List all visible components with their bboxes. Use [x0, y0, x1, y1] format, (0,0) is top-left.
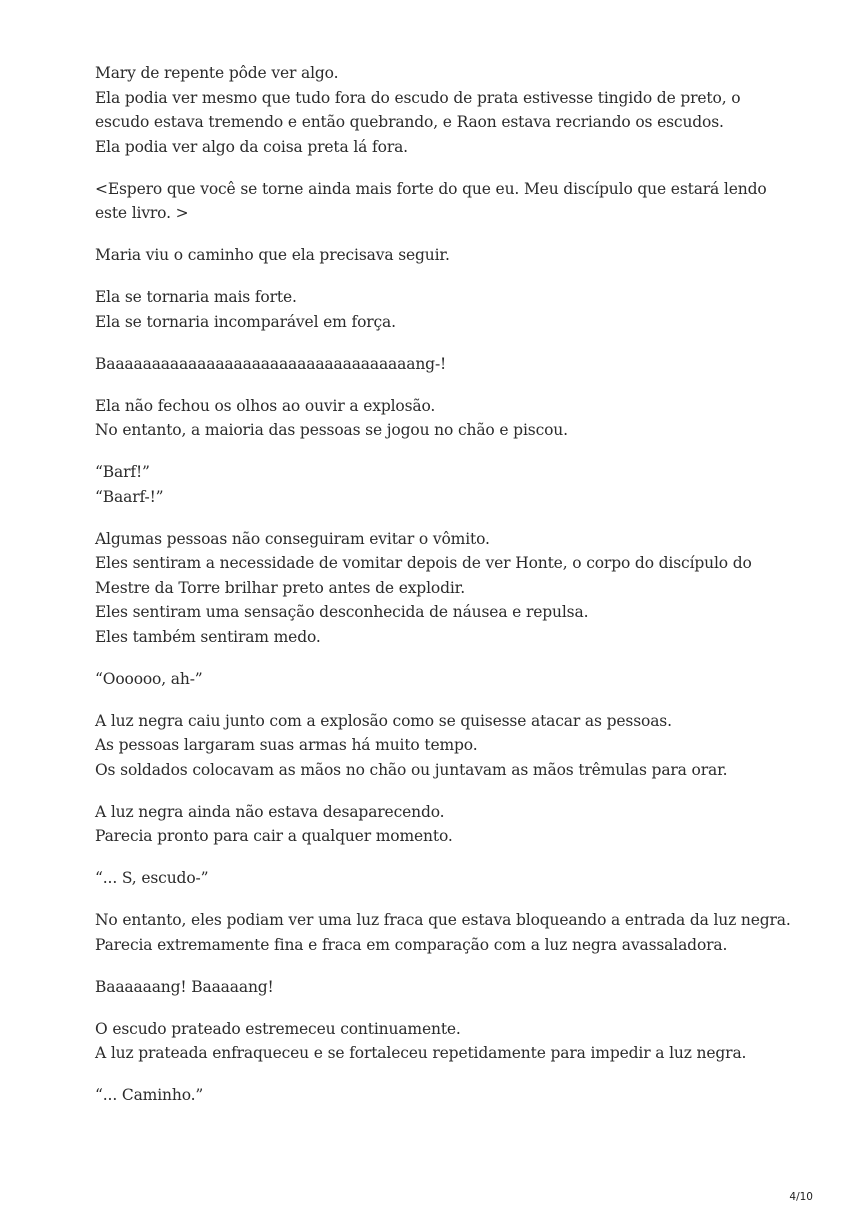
- text-line: Ela podia ver mesmo que tudo fora do escudo de prata estivesse tingido de preto, o: [95, 88, 741, 107]
- text-line: “Baarf-!”: [95, 487, 164, 506]
- paragraph: [95, 1083, 828, 1108]
- paragraph: [95, 709, 828, 783]
- paragraph: [95, 394, 828, 443]
- paragraph: [95, 866, 828, 891]
- paragraph: [95, 460, 828, 509]
- text-line: A luz negra ainda não estava desaparecendo.: [95, 802, 445, 821]
- paragraph: [95, 61, 828, 159]
- text-line: A luz prateada enfraqueceu e se fortaleceu repetidamente para impedir a luz negra.: [95, 1044, 747, 1062]
- text-line: “Oooooo, ah-”: [95, 669, 203, 688]
- paragraph: [95, 908, 828, 957]
- text-line: Eles sentiram a necessidade de vomitar depois de ver Honte, o corpo do discípulo do: [95, 554, 752, 572]
- text-line: Ela se tornaria mais forte.: [95, 288, 297, 306]
- text-line: Mary de repente pôde ver algo.: [95, 64, 339, 82]
- text-line: <Espero que você se torne ainda mais forte do que eu. Meu discípulo que estará lendo: [95, 179, 767, 198]
- text-line: Os soldados colocavam as mãos no chão ou juntavam as mãos trêmulas para orar.: [95, 760, 728, 779]
- text-line: “... Caminho.”: [95, 1086, 204, 1104]
- text-line: As pessoas largaram suas armas há muito tempo.: [95, 736, 478, 754]
- paragraph: [95, 975, 828, 1000]
- text-line: “Barf!”: [95, 463, 150, 481]
- text-line: Baaaaaang! Baaaaang!: [95, 977, 274, 996]
- text-line: Parecia pronto para cair a qualquer momento.: [95, 827, 453, 845]
- text-line: “... S, escudo-”: [95, 869, 209, 887]
- paragraph: [95, 800, 828, 849]
- paragraph: [95, 352, 828, 377]
- text-line: Ela não fechou os olhos ao ouvir a explosão.: [95, 396, 436, 415]
- paragraph: [95, 243, 828, 268]
- text-line: Eles sentiram uma sensação desconhecida de náusea e repulsa.: [95, 603, 589, 621]
- text-line: Parecia extremamente fina e fraca em comparação com a luz negra avassaladora.: [95, 935, 728, 954]
- paragraph: [95, 285, 828, 334]
- paragraph: [95, 527, 828, 650]
- page-number: 4/10: [789, 1191, 813, 1203]
- text-line: este livro. >: [95, 204, 189, 222]
- text-line: Eles também sentiram medo.: [95, 627, 321, 646]
- text-line: Algumas pessoas não conseguiram evitar o vômito.: [95, 529, 490, 548]
- text-line: No entanto, a maioria das pessoas se jogou no chão e piscou.: [95, 421, 568, 439]
- text-line: O escudo prateado estremeceu continuamente.: [95, 1019, 461, 1038]
- text-line: Baaaaaaaaaaaaaaaaaaaaaaaaaaaaaaaaaang-!: [95, 354, 447, 373]
- text-line: Ela se tornaria incomparável em força.: [95, 312, 396, 331]
- text-line: Ela podia ver algo da coisa preta lá fora.: [95, 137, 408, 156]
- paragraph: [95, 667, 828, 692]
- paragraph: [95, 1017, 828, 1066]
- paragraph: [95, 177, 828, 226]
- text-line: escudo estava tremendo e então quebrando, e Raon estava recriando os escudos.: [95, 113, 724, 131]
- text-line: Mestre da Torre brilhar preto antes de explodir.: [95, 578, 465, 597]
- text-line: No entanto, eles podiam ver uma luz fraca que estava bloqueando a entrada da luz negra.: [95, 911, 791, 929]
- text-line: Maria viu o caminho que ela precisava seguir.: [95, 246, 450, 264]
- document-body: [95, 61, 828, 1108]
- text-line: A luz negra caiu junto com a explosão como se quisesse atacar as pessoas.: [95, 711, 672, 730]
